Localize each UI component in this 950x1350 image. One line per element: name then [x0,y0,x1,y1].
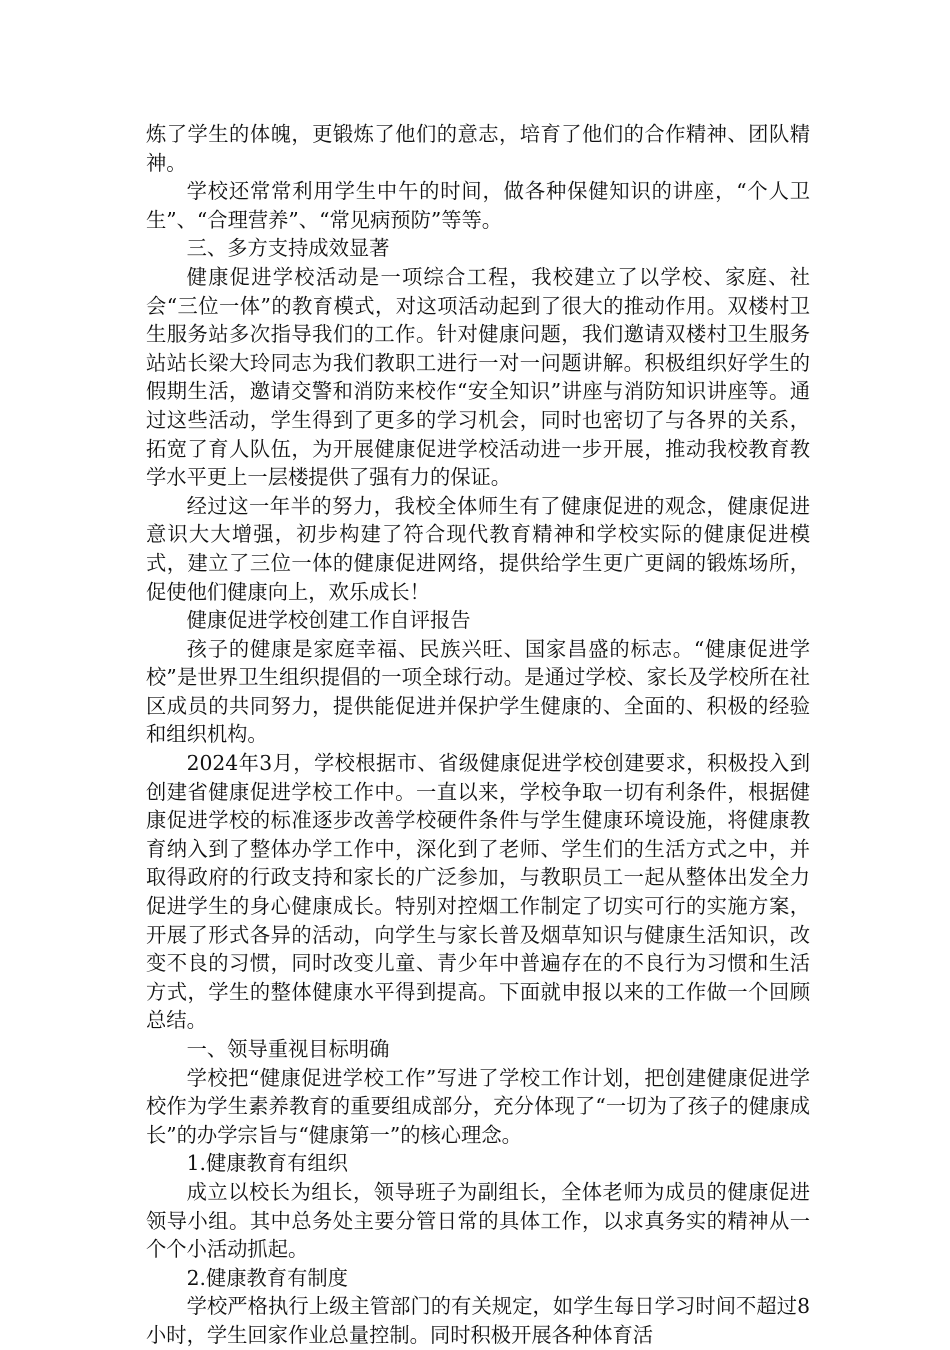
paragraph-continued-text: 炼了学生的体魄，更锻炼了他们的意志，培育了他们的合作精神、团队精神。 [146,122,810,175]
section-heading-leadership: 一、领导重视目标明确 [186,1037,390,1061]
paragraph-comprehensive-project: 健康促进学校活动是一项综合工程，我校建立了以学校、家庭、社会“三位一体”的教育模式，对这项活动起到了很大的推动作用。双楼村卫生服务站多次指导我们的工作。针对健康问题，我们邀请双楼村卫生服务站站长梁大玲同志为我们教职工进行一对一问题讲解。积极组织好学生的假期生活，邀请交警和消防来校作“安全知识”讲座与消防知识讲座等。通过这些活动，学生得到了更多的学习机会，同时也密切了与各界的关系，拓宽了育人队伍，为开展健康促进学校活动进一步开展，推动我校教育教学水平更上一层楼提供了强有力的保证。 [146,264,810,490]
document-page [146,120,810,1350]
paragraph-leadership-group: 成立以校长为组长，领导班子为副组长，全体老师为成员的健康促进领导小组。其中总务处主要分管日常的具体工作，以求真务实的精神从一个个小活动抓起。 [146,1179,810,1262]
paragraph-children-health: 孩子的健康是家庭幸福、民族兴旺、国家昌盛的标志。“健康促进学校”是世界卫生组织提倡的一项全球行动。是通过学校、家长及学校所在社区成员的共同努力，提供能促进并保护学生健康的、全面的、积极的经验和组织机构。 [146,636,810,747]
subheading-system: 2.健康教育有制度 [186,1265,348,1290]
report-title: 健康促进学校创建工作自评报告 [186,608,471,633]
paragraph-health-lectures: 学校还常常利用学生中午的时间，做各种保健知识的讲座，“个人卫生”、“合理营养”、“常见病预防”等等。 [146,179,810,232]
paragraph-regulations: 学校严格执行上级主管部门的有关规定，如学生每日学习时间不超过8小时，学生回家作业总量控制。同时积极开展各种体育活 [146,1294,810,1347]
subheading-organization: 1.健康教育有组织 [186,1151,348,1176]
paragraph-year-half-effort: 经过这一年半的努力，我校全体师生有了健康促进的观念，健康促进意识大大增强，初步构建了符合现代教育精神和学校实际的健康促进模式，建立了三位一体的健康促进网络，提供给学生更广更阔的锻炼场所，促使他们健康向上，欢乐成长！ [146,493,810,604]
paragraph-2024-march: 2024年3月，学校根据市、省级健康促进学校创建要求，积极投入到创建省健康促进学校工作中。一直以来，学校争取一切有利条件，根据健康促进学校的标准逐步改善学校硬件条件与学生健康环境设施，将健康教育纳入到了整体办学工作中，深化到了老师、学生们的生活方式之中，并取得政府的行政支持和家长的广泛参加，与教职员工一起从整体出发全力促进学生的身心健康成长。特别对控烟工作制定了切实可行的实施方案，开展了形式各异的活动，向学生与家长普及烟草知识与健康生活知识，改变不良的习惯，同时改变儿童、青少年中普遍存在的不良行为习惯和生活方式，学生的整体健康水平得到提高。下面就申报以来的工作做一个回顾总结。 [146,751,810,1033]
section-heading-support-results: 三、多方支持成效显著 [186,236,390,261]
paragraph-work-plan: 学校把“健康促进学校工作”写进了学校工作计划，把创建健康促进学校作为学生素养教育的重要组成部分，充分体现了“一切为了孩子的健康成长”的办学宗旨与“健康第一”的核心理念。 [146,1065,810,1147]
